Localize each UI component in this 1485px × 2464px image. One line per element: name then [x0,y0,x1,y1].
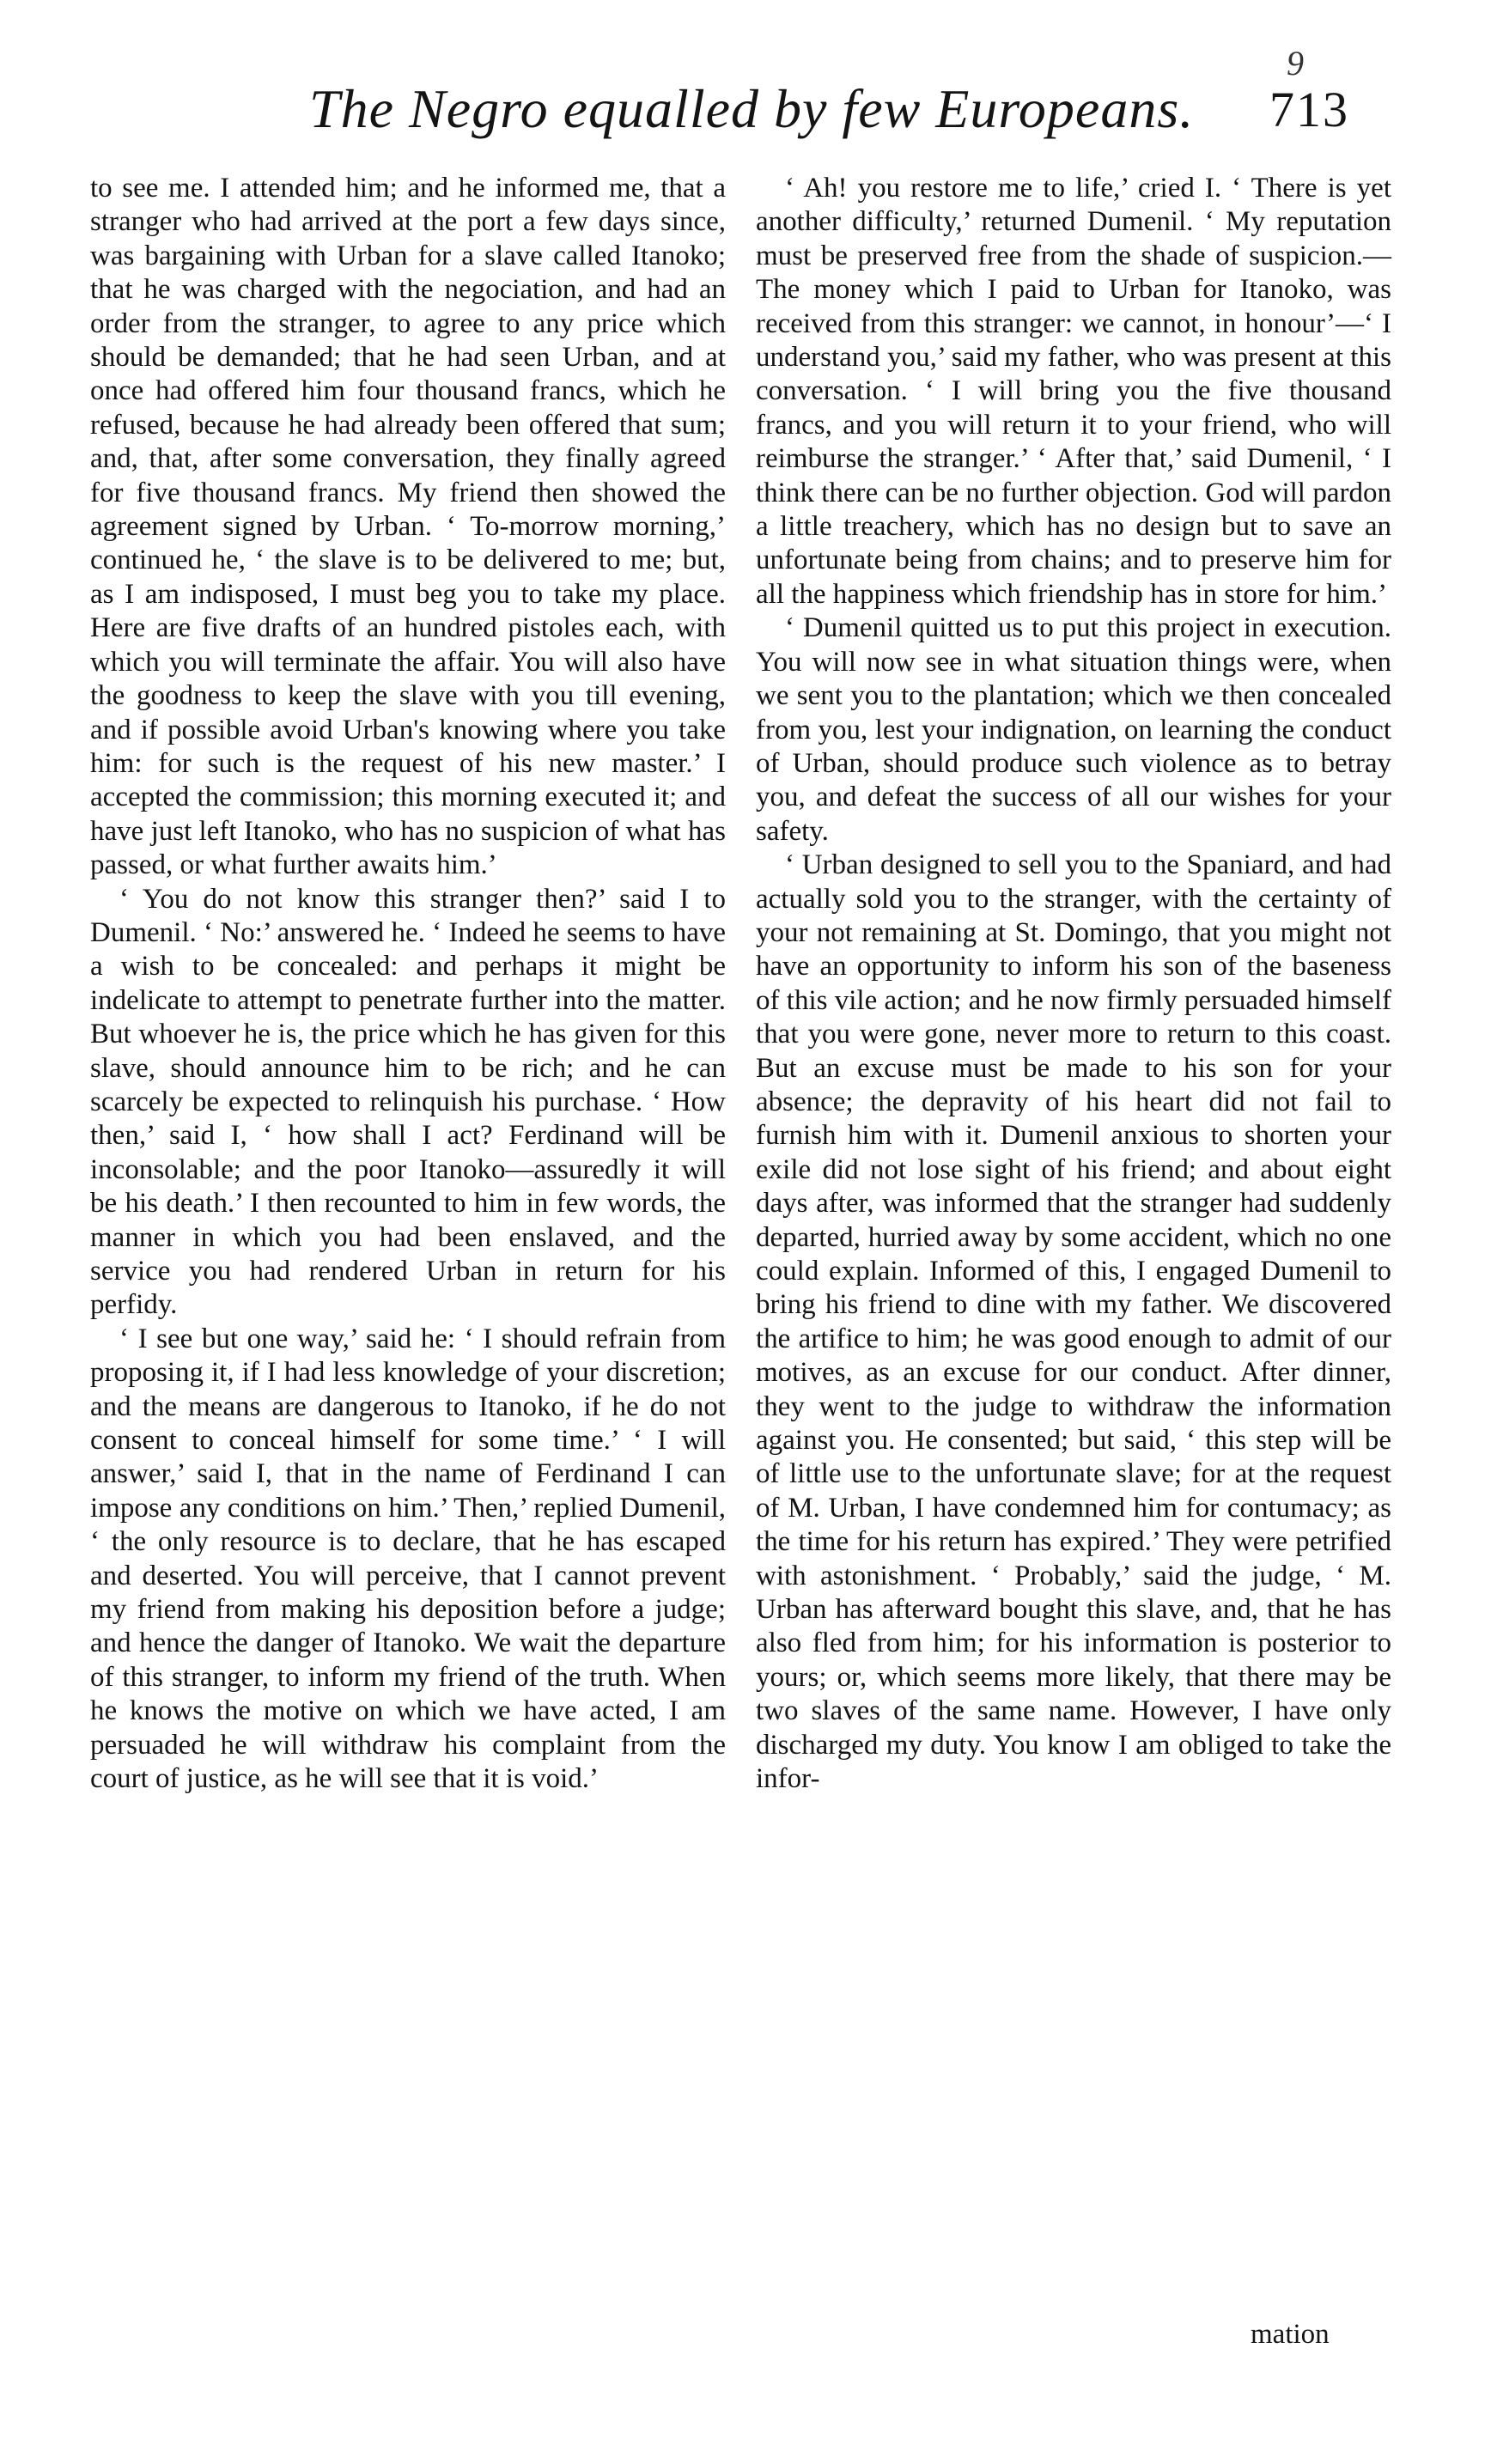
right-column [756,172,1391,1797]
paragraph: ‘ You do not know this stranger then?’ said I to Dumenil. ‘ No:’ answered he. ‘ Indeed he seems to have a wish to be concealed: and perhaps it might be indelicate to attempt to penetrate further into the matter. But whoever he is, the price which he has given for this slave, should announce him to be rich; and he can scarcely be expected to relinquish his purchase. ‘ How then,’ said I, ‘ how shall I act? Ferdinand will be inconsolable; and the poor Itanoko—assuredly it will be his death.’ I then recounted to him in few words, the manner in which you had been enslaved, and the service you had rendered Urban in return for his perfidy. [90,883,726,1321]
page-number: 713 [1269,82,1349,137]
running-head [0,44,1485,153]
paragraph: ‘ Ah! you restore me to life,’ cried I. ‘ There is yet another difficulty,’ returned Dumenil. ‘ My reputation must be preserved free from the shade of suspicion.— The money which I paid to Urban for Itanoko, was received from this stranger: we cannot, in honour’—‘ I understand you,’ said my father, who was present at this conversation. ‘ I will bring you the five thousand francs, and you will return it to your friend, who will reimburse the stranger.’ ‘ After that,’ said Dumenil, ‘ I think there can be no further objection. God will pardon a little treachery, which has no design but to save an unfortunate being from chains; and to preserve him for all the happiness which friendship has in store for him.’ [756,173,1391,610]
paragraph: to see me. I attended him; and he informed me, that a stranger who had arrived at the port a few days since, was bargaining with Urban for a slave called Itanoko; that he was charged with the negociation, and had an order from the stranger, to agree to any price which should be demanded; that he had seen Urban, and at once had offered him four thousand francs, which he refused, because he had already been offered that sum; and, that, after some conversation, they finally agreed for five thousand francs. My friend then showed the agreement signed by Urban. ‘ To-morrow morning,’ continued he, ‘ the slave is to be delivered to me; but, as I am indisposed, I must beg you to take my place. Here are five drafts of an hundred pistoles each, with which you will terminate the affair. You will also have the goodness to keep the slave with you till evening, and if possible avoid Urban's knowing where you take him: for such is the request of his new master.’ I accepted the commission; this morning executed it; and have just left Itanoko, who has no suspicion of what has passed, or what further awaits him.’ [90,173,726,881]
catchword: mation [1251,2319,1330,2350]
paragraph: ‘ I see but one way,’ said he: ‘ I should refrain from proposing it, if I had less knowledge of your discretion; and the means are dangerous to Itanoko, if he do not consent to conceal himself for some time.’ ‘ I will answer,’ said I, that in the name of Ferdinand I can impose any conditions on him.’ Then,’ replied Dumenil, ‘ the only resource is to declare, that he has escaped and deserted. You will perceive, that I cannot prevent my friend from making his deposition before a judge; and hence the danger of Itanoko. We wait the departure of this stranger, to inform my friend of the truth. When he knows the motive on which we have acted, I am persuaded he will withdraw his complaint from the court of justice, as he will see that it is void.’ [90,1323,726,1795]
paragraph: ‘ Urban designed to sell you to the Spaniard, and had actually sold you to the stranger, with the certainty of your not remaining at St. Domingo, that you might not have an opportunity to inform his son of the baseness of this vile action; and he now firmly persuaded himself that you were gone, never more to return to this coast. But an excuse must be made to his son for your absence; the depravity of his heart did not fail to furnish him with it. Dumenil anxious to shorten your exile did not lose sight of his friend; and about eight days after, was informed that the stranger had suddenly departed, hurried away by some accident, which no one could explain. Informed of this, I engaged Dumenil to bring his friend to dine with my father. We discovered the artifice to him; he was good enough to admit of our motives, as an excuse for our conduct. After dinner, they went to the judge to withdraw the information against you. He consented; but said, ‘ this step will be of little use to the unfortunate slave; for at the request of M. Urban, I have condemned him for contumacy; as the time for his return has expired.’ They were petrified with astonishment. ‘ Probably,’ said the judge, ‘ M. Urban has afterward bought this slave, and, that he has also fled from him; for his information is posterior to yours; or, which seems more likely, that there may be two slaves of the same name. However, I have only discharged my duty. You know I am obliged to take the infor- [756,849,1391,1795]
page-title: The Negro equalled by few Europeans. [309,78,1195,139]
paragraph: ‘ Dumenil quitted us to put this project in execution. You will now see in what situation things were, when we sent you to the plantation; which we then concealed from you, lest your indignation, on learning the conduct of Urban, should produce such violence as to betray you, and defeat the success of all our wishes for your safety. [756,612,1391,847]
handwritten-page-mark: 9 [1287,44,1304,82]
left-column [90,172,726,1797]
